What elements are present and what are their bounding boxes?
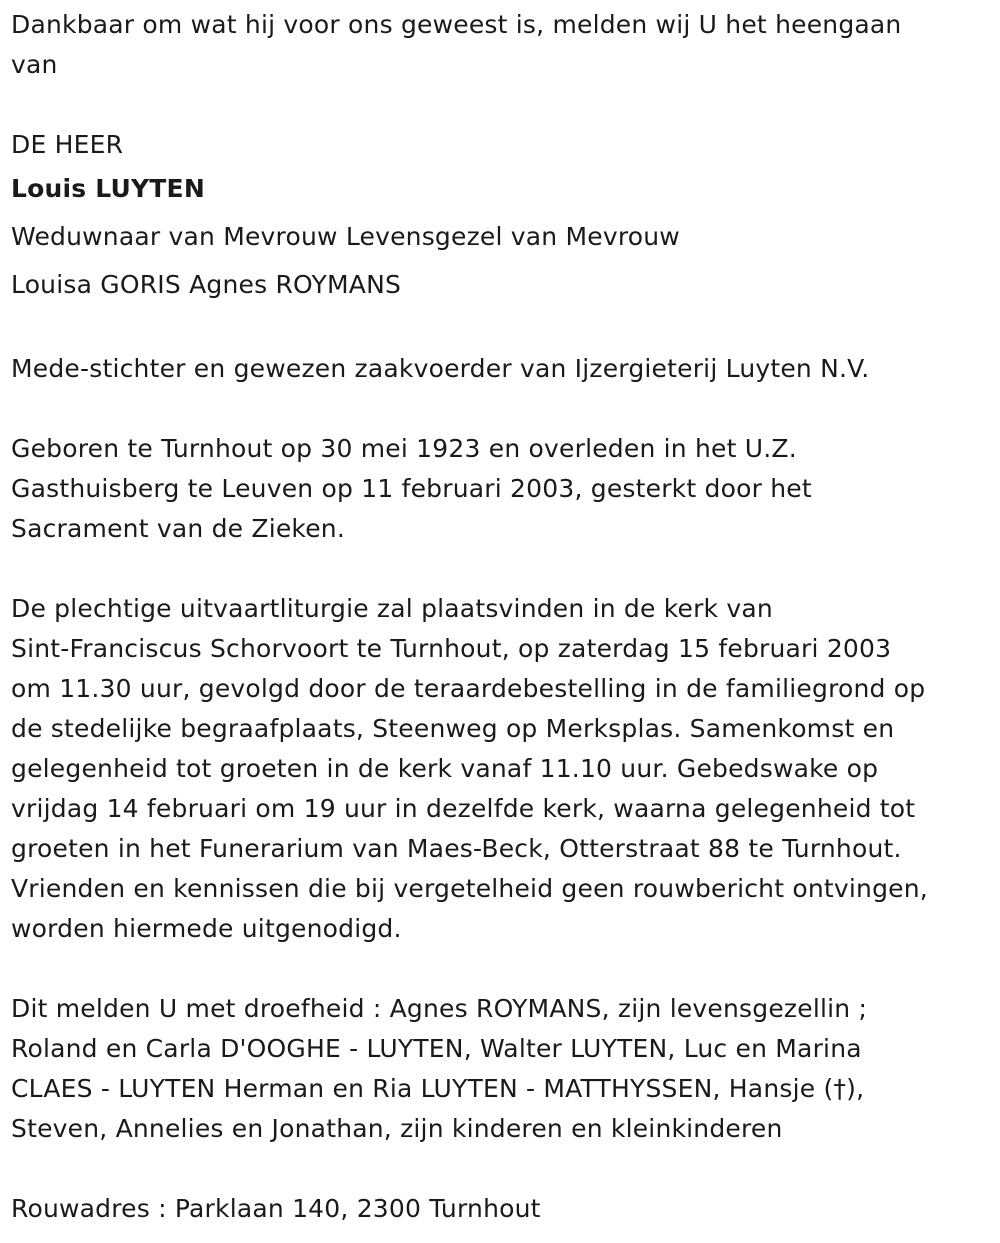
spacer [11,309,1000,349]
deceased-title: DE HEER [11,130,124,159]
intro-line-1: Dankbaar om wat hij voor ons geweest is, melden wij U het heengaan [11,10,902,39]
funeral-line: groeten in het Funerarium van Maes-Beck, Otterstraat 88 te Turnhout. [11,834,902,863]
spacer [11,389,1000,429]
deceased-name: Louis LUYTEN [11,174,205,203]
birth-death-line: Geboren te Turnhout op 30 mei 1923 en overleden in het U.Z. [11,434,797,463]
spacer [11,949,1000,989]
funeral-line: Sint-Franciscus Schorvoort te Turnhout, op zaterdag 15 februari 2003 [11,634,892,663]
family-line: Roland en Carla D'OOGHE - LUYTEN, Walter LUYTEN, Luc en Marina [11,1034,862,1063]
birth-death-line: Sacrament van de Zieken. [11,514,345,543]
funeral-line: vrijdag 14 februari om 19 uur in dezelfde kerk, waarna gelegenheid tot [11,794,916,823]
funeral-line: worden hiermede uitgenodigd. [11,914,402,943]
mourning-address: Rouwadres : Parklaan 140, 2300 Turnhout [11,1194,541,1223]
funeral-line: gelegenheid tot groeten in de kerk vanaf 11.10 uur. Gebedswake op [11,754,879,783]
birth-death-line: Gasthuisberg te Leuven op 11 februari 2003, gesterkt door het [11,474,812,503]
family-line: Dit melden U met droefheid : Agnes ROYMANS, zijn levensgezellin ; [11,994,868,1023]
spacer [11,85,1000,125]
funeral-line: om 11.30 uur, gevolgd door de teraardebestelling in de familiegrond op [11,674,926,703]
funeral-line: Vrienden en kennissen die bij vergetelheid geen rouwbericht ontvingen, [11,874,928,903]
funeral-line: de stedelijke begraafplaats, Steenweg op Merksplas. Samenkomst en [11,714,895,743]
spacer [11,1149,1000,1189]
spacer [11,549,1000,589]
relation-line: Weduwnaar van Mevrouw Levensgezel van Mevrouw [11,222,680,251]
occupation-line: Mede-stichter en gewezen zaakvoerder van Ijzergieterij Luyten N.V. [11,354,870,383]
family-line: CLAES - LUYTEN Herman en Ria LUYTEN - MATTHYSSEN, Hansje (†), [11,1074,865,1103]
partners-line: Louisa GORIS Agnes ROYMANS [11,270,402,299]
intro-line-2: van [11,50,58,79]
funeral-line: De plechtige uitvaartliturgie zal plaatsvinden in de kerk van [11,594,773,623]
family-line: Steven, Annelies en Jonathan, zijn kinderen en kleinkinderen [11,1114,783,1143]
